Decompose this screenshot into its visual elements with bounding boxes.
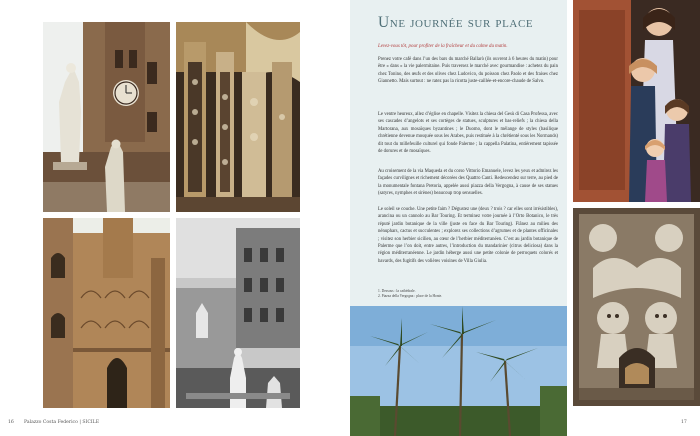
article-paragraph-4: Le soleil se couche. Une petite faim ? Dégustez une (deux ? trois ? car elles sont irrésistibles), arancina ou un cannolo au Bar Touring. Et terminez votre journée à l’Orto Botanico, le très réputé jardin botanique de la ville (juste en face du Bar Touring). Flânez au milieu des nénuphars, cactus et succulentes ; explorez ses collections d’agrumes et de plantes officinales ; visitez son herbier sicilien, au cœur de l’herbier méditerranéen. C’est au jardin botanique de Palerme que l’on doit, entre autres, l’introduction du mandarinier (citrus deliciosa) dans la région méditerranéenne. Le jardin héberge aussi une petite colonie de perroquets colorés et bavards, des fugitifs des volières voisines de Villa Giulia. [378,207,558,264]
girls-in-doorway-photo [573,0,700,202]
fountain-statues-photo [176,218,300,408]
cathedral-bell-tower-photo [43,22,170,212]
footnotes [378,289,558,299]
left-running-footer: Palazzo Costa Federico | SICILE [24,420,100,425]
left-page-number: 16 [8,420,14,425]
article-title: Une journée sur place [378,14,534,31]
baroque-putti-sculpture-photo [573,208,700,406]
article-paragraph-1: Prenez votre café dans l’un des bars du marché Ballarò (ils ouvrent à 6 heures du matin) pour être « dans » la vie palermitaine. Puis traversez le marché avec gourmandise : achetez du pain chez Tonino, des œufs et des olives chez Ludovico, du poisson chez Paolo et des fraises chez Giannetto. Mais surtout : ne ratez pas la ricotta juste-caillée-et-encore-chaude de Salvo. [378,57,558,85]
palm-trees-photo [350,306,567,436]
article-lead: Levez-vous tôt, pour profiter de la fraîcheur et du calme du matin. [378,44,508,49]
article-paragraph-2: Le ventre heureux, allez d’église en chapelle. Visitez la chiesa del Gesù di Casa Professa, avec ses cascades d’angelots et ses cortèges de statues, sculptures et bas-reliefs ; la chiesa della Martorana, aux mosaïques byzantines ; le Duomo, dont le mélange de styles (basilique chrétienne devenue mosquée sous les Arabes, puis restituée à la chrétienté sous les Normands) dit tout du millefeuille culturel qui fonde Palerme ; la cappella Palatina, entièrement tapissée de dorures et de mosaïques. [378,112,558,155]
footnote-2: 2. Piazza della Vergogna : place de la Honte. [378,294,443,298]
baroque-church-interior-photo [176,22,300,212]
article-paragraph-3: Au croisement de la via Maqueda et du corso Vittorio Emanuele, levez les yeux et admirez les façades curvilignes et richement décorées des Quattro Canti. Redescendez sur terre, au pied de la monumentale fontana Pretoria, appelée aussi piazza della Vergogna, à cause de ses statues (satyres, nymphes et sirènes) beaucoup trop sensuelles. [378,169,558,197]
footnote-1: 1. Dessous : la cathédrale. [378,289,416,293]
cathedral-facade-photo [43,218,170,408]
right-page-number: 17 [681,420,687,425]
